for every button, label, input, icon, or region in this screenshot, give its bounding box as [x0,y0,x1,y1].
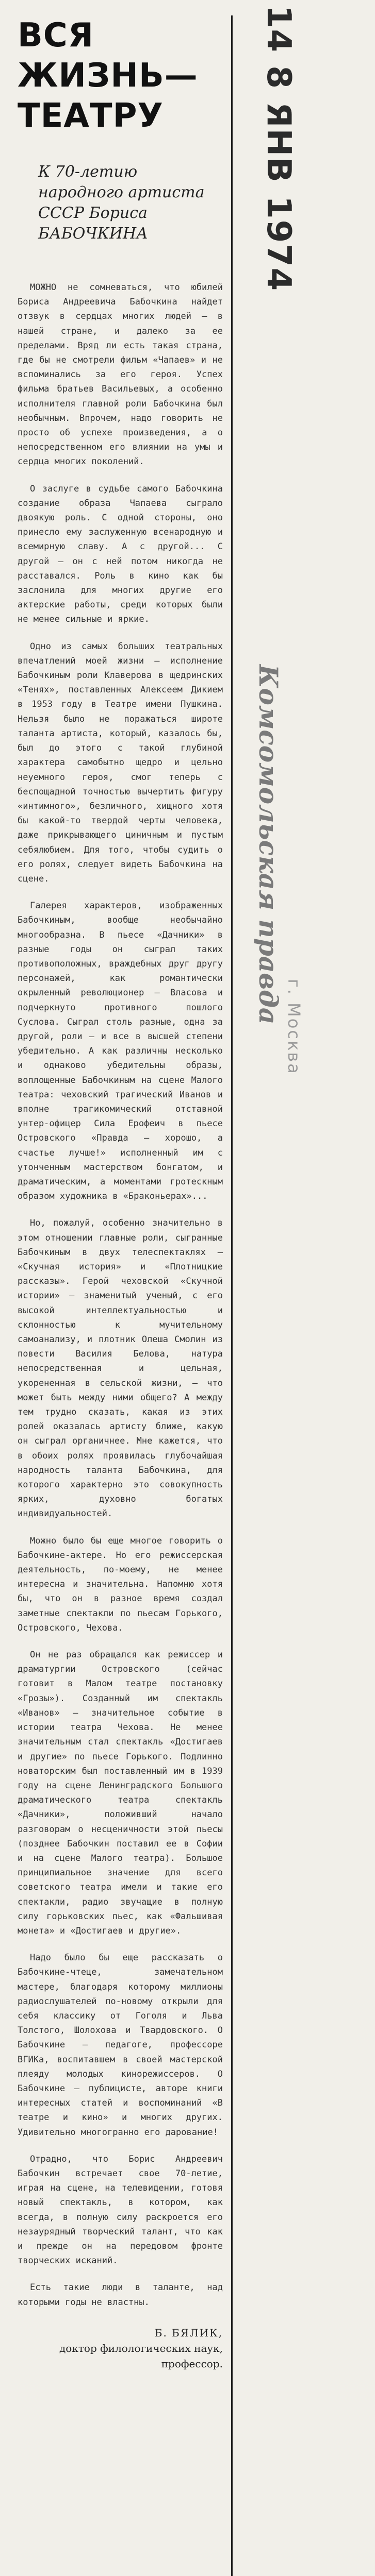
author-signature [18,2325,223,2371]
article-paragraph: Но, пожалуй, особенно значительно в этом отношении главные роли, сыгранные Бабочкиным в двух телеспектаклях — «Скучная история» и «Плотницкие рассказы». Герой чеховской «Скучной истории» — знаменитый ученый, с его высокой интеллектуальностью и склонностью к мучительному самоанализу, и плотник Олеша Смолин из повести Василия Белова, натура непосредственная и цельная, укорененная в сельской жизни, — что может быть между ними общего? А между тем трудно сказать, какая из этих ролей оказалась артисту ближе, какую он сыграл органичнее. Мне кажется, что в обоих ролях проявилась глубочайшая народность таланта Бабочкина, для которого характерно это совокупность ярких, духовно богатых индивидуальностей. [18,1218,229,1519]
article-paragraph: МОЖНО не сомневаться, что юбилей Бориса Андреевича Бабочкина найдет отзвук в сердцах многих людей — в нашей стране, и далеко за ее пределами. Вряд ли есть такая страна, где бы не смотрели фильм «Чапаев» и не вспоминались за его героя. Успех фильма братьев Васильевых, а особенно исполнителя главной роли Бабочкина был необычным. Впрочем, надо говорить не просто об успехе произведения, а о непосредственном его влиянии на умы и сердца многих поколений. [18,282,229,467]
article-headline: ВСЯ ЖИЗНЬ— ТЕАТРУ [18,16,198,135]
article-paragraph: Он не раз обращался как режиссер и драматургии Островского (сейчас готовит в Малом театре постановку «Грозы»). Созданный им спектакль «Иванов» — значительное событие в истории театра Чехова. Не менее значительным стал спектакль «Достигаев и другие» по пьесе Горького. Подлинно новаторским был поставленный им в 1939 году на сцене Ленинградского Большого драматического театра спектакль «Дачники», положивший начало разговорам о несценичности этой пьесы (позднее Бабочкин поставил ее в Софии и на сцене Малого театра). Большое принципиальное значение для всего советского театра имели и такие его спектакли, радио звучащие в полную силу горьковских пьес, как «Фальшивая монета» и «Достигаев и другие». [18,1650,229,1936]
column-divider [231,15,233,2576]
article-column [18,15,229,2576]
article-paragraph: Можно было бы еще многое говорить о Бабочкине-актере. Но его режиссерская деятельность, по-моему, не менее интересна и значительна. Напомню хотя бы, что он в разное время создал заметные спектакли по пьесам Горького, Островского, Чехова. [18,1535,229,1633]
author-title: доктор филологических наук, профессор. [59,2342,223,2370]
article-subhead: К 70-летию народного артиста СССР Бориса БАБОЧКИНА [38,163,205,243]
newspaper-city: г. Москва [284,979,304,1075]
article-paragraph: Есть такие люди в таланте, над которыми годы не властны. [18,2282,229,2308]
article-paragraph: Галерея характеров, изображенных Бабочкиным, вообще необычайно многообразна. В пьесе «Дачники» в разные годы он сыграл таких противоположных, враждебных друг другу персонажей, как романтически окрыленный революционер — Власова и подчеркнуто противного пошлого Суслова. Сыграл столь разные, одна за другой, роли — и все в высшей степени убедительно. А как различны несколько и однаково убедительны образы, воплощенные Бабочкиным на сцене Малого театра: чеховский трагический Иванов и вполне трагикомический отставной унтер-офицер Сила Ерофеич в пьесе Островского «Правда — хорошо, а счастье лучше!» исполненный им с утонченным мастерством бонгатом, и драматическим, а моментами гротескным образом художника в «Браконьерах»... [18,901,229,1202]
newspaper-masthead: Комсомольская правда [253,665,284,1025]
article-body [18,280,229,2310]
author-name: Б. БЯЛИК, [154,2326,223,2339]
article-paragraph: Надо было бы еще рассказать о Бабочкине-чтеце, замечательном мастере, благодаря которому миллионы радиослушателей по-новому открыли для себя классику от Гоголя и Льва Толстого, Шолохова и Твардовского. О Бабочкине — педагоге, профессоре ВГИКа, воспитавшем в своей мастерской плеяду молодых кинорежиссеров. О Бабочкине — публицисте, авторе книги интересных статей и воспоминаний «В театре и кино» и многих других. Удивительно многогранно его дарование! [18,1953,229,2138]
article-paragraph: Одно из самых больших театральных впечатлений моей жизни — исполнение Бабочкиным роли Клаверова в щедринских «Тенях», поставленных Алексеем Дикием в 1953 году в Театре имени Пушкина. Нельзя было не поражаться широте таланта артиста, который, казалось бы, был до этого с такой глубиной характера самобытно щедро и цельно неуемного героя, смог теперь с беспощадной точностью вычертить фигуру «интимного», безличного, хищного хотя бы какой-то твердой черты человека, даже прикрывающего циничным и пустым себялюбием. Для того, чтобы судить о его ролях, следует видеть Бабочкина на сцене. [18,641,229,884]
article-paragraph: О заслуге в судьбе самого Бабочкина создание образа Чапаева сыграло двоякую роль. С одной стороны, оно принесло ему заслуженную всенародную и всемирную славу. А с другой... С другой — он с ней потом никогда не расставался. Роль в кино как бы заслонила для многих другие его актерские работы, среди которых были не менее сильные и яркие. [18,483,229,625]
article-paragraph: Отрадно, что Борис Андреевич Бабочкин встречает свое 70-летие, играя на сцене, на телевидении, готовя новый спектакль, в котором, как всегда, в полную силу раскроется его незаурядный творческий талант, что как и прежде он на передовом фронте творческих исканий. [18,2154,229,2266]
date-stamp: 14 8 ЯНВ 1974 [259,5,298,292]
